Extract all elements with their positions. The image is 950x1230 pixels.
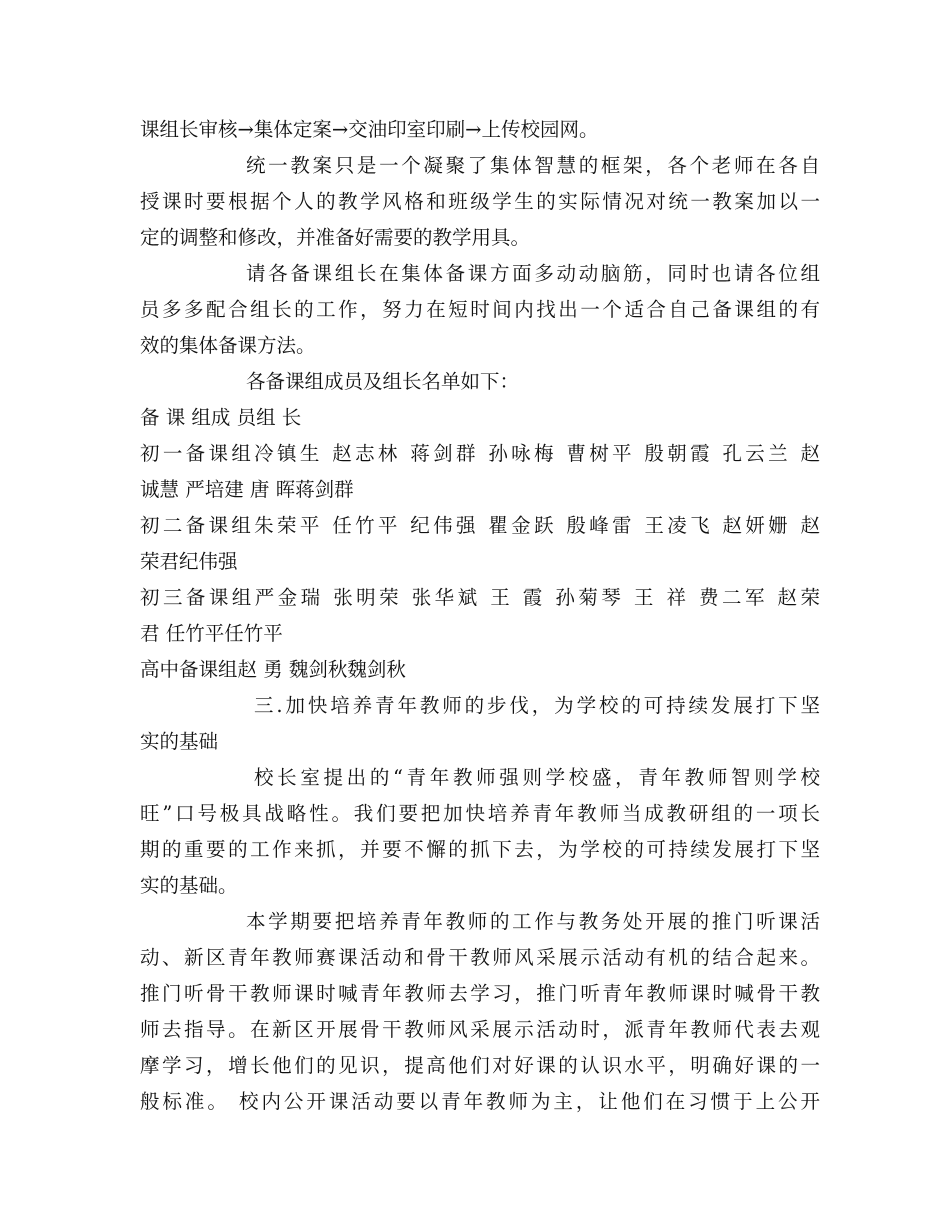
paragraph-line: 师去指导。在新区开展骨干教师风采展示活动时，派青年教师代表去观 [140, 1018, 820, 1041]
paragraph-line: 校长室提出的“青年教师强则学校盛，青年教师智则学校 [254, 766, 820, 789]
roster-line: 初一备课组冷镇生 赵志林 蒋剑群 孙咏梅 曹树平 殷朝霞 孔云兰 赵 [140, 442, 820, 465]
roster-line: 初二备课组朱荣平 任竹平 纪伟强 瞿金跃 殷峰雷 王凌飞 赵妍姗 赵 [140, 514, 820, 537]
roster-line: 荣君纪伟强 [140, 550, 238, 573]
paragraph-line: 效的集体备课方法。 [140, 334, 316, 357]
paragraph-line: 授课时要根据个人的教学风格和班级学生的实际情况对统一教案加以一 [140, 190, 820, 213]
paragraph-line: 请各备课组长在集体备课方面多动动脑筋，同时也请各位组 [246, 262, 820, 285]
paragraph-line: 般标准。 校内公开课活动要以青年教师为主，让他们在习惯于上公开 [140, 1090, 820, 1113]
paragraph-line: 动、新区青年教师赛课活动和骨干教师风采展示活动有机的结合起来。 [140, 946, 820, 969]
section-heading: 三.加快培养青年教师的步伐，为学校的可持续发展打下坚 [254, 694, 820, 717]
text-line: 课组长审核→集体定案→交油印室印刷→上传校园网。 [140, 118, 599, 141]
paragraph-line: 员多多配合组长的工作，努力在短时间内找出一个适合自己备课组的有 [140, 298, 820, 321]
roster-header: 备 课 组成 员组 长 [140, 406, 302, 429]
paragraph-line: 推门听骨干教师课时喊青年教师去学习，推门听青年教师课时喊骨干教 [140, 982, 820, 1005]
roster-line: 高中备课组赵 勇 魏剑秋魏剑秋 [140, 658, 406, 681]
paragraph-line: 期的重要的工作来抓，并要不懈的抓下去，为学校的可持续发展打下坚 [140, 838, 820, 861]
roster-line: 君 任竹平任竹平 [140, 622, 283, 645]
paragraph-line: 实的基础。 [140, 874, 238, 897]
paragraph-line: 摩学习，增长他们的见识，提高他们对好课的认识水平，明确好课的一 [140, 1054, 820, 1077]
paragraph-line: 统一教案只是一个凝聚了集体智慧的框架，各个老师在各自 [246, 154, 820, 177]
section-heading: 实的基础 [140, 730, 219, 753]
roster-line: 诚慧 严培建 唐 晖蒋剑群 [140, 478, 354, 501]
roster-line: 初三备课组严金瑞 张明荣 张华斌 王 霞 孙菊琴 王 祥 费二军 赵荣 [140, 586, 820, 609]
paragraph-line: 各备课组成员及组长名单如下： [246, 370, 520, 393]
paragraph-line: 旺”口号极具战略性。我们要把加快培养青年教师当成教研组的一项长 [140, 802, 820, 825]
paragraph-line: 本学期要把培养青年教师的工作与教务处开展的推门听课活 [246, 910, 820, 933]
paragraph-line: 定的调整和修改，并准备好需要的教学用具。 [140, 226, 531, 249]
